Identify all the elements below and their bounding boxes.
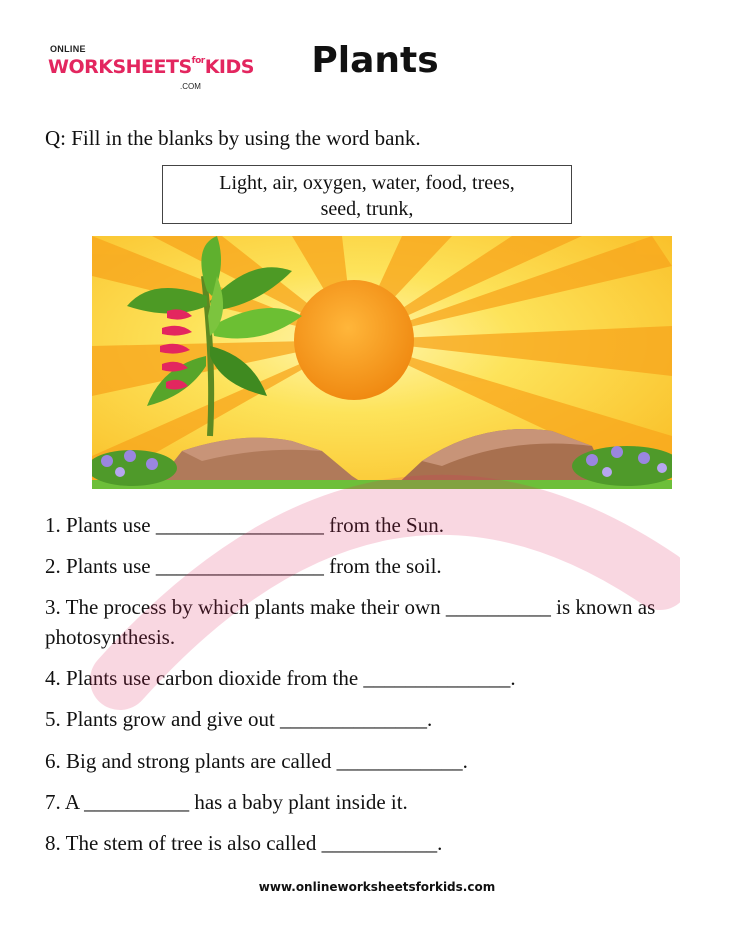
page-title: Plants: [311, 40, 439, 81]
list-item: 2. Plants use ________________ from the soil.: [45, 554, 442, 578]
illustration-svg: [92, 236, 672, 489]
sun-plant-illustration: [92, 236, 672, 489]
word-bank-box: [162, 165, 572, 224]
grass-strip: [92, 480, 672, 489]
list-item: 6. Big and strong plants are called ____________.: [45, 749, 468, 773]
list-item: 3. The process by which plants make their own __________ is known as photosynthesis.: [45, 595, 656, 649]
sun: [294, 280, 414, 400]
footer-url: www.onlineworksheetsforkids.com: [258, 880, 496, 894]
logo-online-text: ONLINE: [50, 44, 86, 54]
list-item: 8. The stem of tree is also called ___________.: [45, 831, 443, 855]
word-bank-line-1: Light, air, oxygen, water, food, trees,: [219, 172, 515, 194]
list-item: 7. A __________ has a baby plant inside it.: [45, 790, 408, 814]
question-prompt: Q: Fill in the blanks by using the word bank.: [45, 126, 421, 150]
list-item: 5. Plants grow and give out ______________.: [45, 707, 433, 731]
list-item: 4. Plants use carbon dioxide from the ______________.: [45, 666, 516, 690]
logo-com-text: .COM: [180, 82, 201, 91]
list-item: 1. Plants use ________________ from the Sun.: [45, 513, 444, 537]
logo-main-text: $WORKSHEETS^{for}KIDS$: [48, 56, 254, 78]
word-bank-line-2: seed, trunk,: [320, 198, 414, 220]
